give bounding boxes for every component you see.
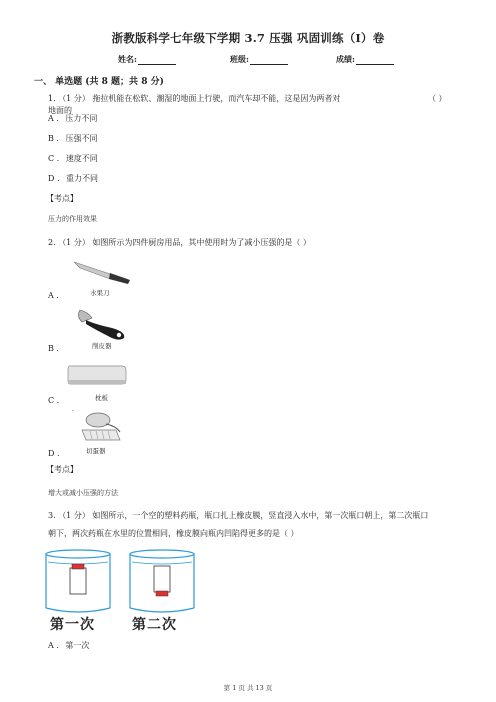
class-field — [230, 54, 288, 65]
page-footer: 第 1 页 共 13 页 — [223, 684, 273, 692]
q2-score: （1 分） — [58, 238, 90, 247]
name-field — [118, 54, 176, 65]
q1-option-a-text: 压力不同 — [65, 114, 98, 123]
q1-option-d-letter: D . — [48, 174, 60, 183]
q3-option-a[interactable] — [48, 640, 89, 651]
q3-score: （1 分） — [58, 511, 90, 520]
q1-option-b[interactable] — [48, 133, 98, 144]
q2-option-b[interactable] — [48, 344, 59, 353]
q2-kaodian-label: 【考点】 — [46, 465, 78, 474]
q3-number: 3. — [48, 511, 56, 520]
q1-kaodian-label: 【考点】 — [46, 194, 78, 203]
q2-option-d[interactable] — [48, 449, 60, 458]
q2-option-d-caption: 切蛋器 — [86, 447, 106, 455]
q3-option-a-letter: A . — [48, 641, 59, 650]
q1-option-a[interactable] — [48, 113, 97, 124]
score-label: 成绩: — [336, 54, 355, 64]
q1-option-d-text: 重力不同 — [66, 174, 99, 183]
q1-option-b-text: 压强不同 — [65, 134, 98, 143]
figure-label-second: 第二次 — [132, 617, 177, 633]
class-blank — [250, 56, 288, 65]
q1-text: 拖拉机能在松软、潮湿的地面上行驶，而汽车却不能，这是因为两者对地面的 — [48, 94, 341, 115]
q2-option-a[interactable] — [48, 291, 59, 300]
class-label: 班级: — [230, 54, 249, 64]
peeler-icon — [72, 306, 132, 342]
page-title: 浙教版科学七年级下学期 3.7 压强 巩固训练（I）卷 — [111, 31, 385, 45]
q1-option-c-letter: C . — [48, 154, 60, 163]
q2-option-b-caption: 削皮器 — [92, 342, 112, 350]
score-blank — [356, 56, 394, 65]
q2-option-a-letter: A . — [48, 291, 59, 300]
q1-option-c[interactable] — [48, 153, 98, 164]
q3-text-line2: 朝下，两次药瓶在水里的位置相同，橡皮膜向瓶内凹陷得更多的是（ ） — [48, 529, 299, 538]
section-heading: 一、 单选题 (共 8 题；共 8 分) — [34, 77, 164, 87]
q1-option-c-text: 速度不同 — [65, 154, 98, 163]
q2-option-c-letter: C . — [48, 396, 60, 405]
q3-stem-line1 — [48, 510, 468, 522]
dot-mark: . — [72, 406, 74, 413]
q2-text: 如图所示为四件厨房用品，其中使用时为了减小压强的是（ ） — [92, 238, 311, 247]
q2-option-c[interactable] — [48, 396, 59, 405]
name-label: 姓名: — [118, 54, 137, 64]
fruit-knife-icon — [70, 258, 132, 288]
q1-option-d[interactable] — [48, 173, 98, 184]
name-blank — [138, 56, 176, 65]
q3-option-a-text: 第一次 — [65, 641, 90, 650]
q1-score: （1 分） — [58, 94, 90, 103]
q2-kaodian-text: 增大或减小压强的方法 — [48, 489, 118, 497]
figure-label-first: 第一次 — [50, 617, 95, 633]
q1-kaodian-text: 压力的作用效果 — [48, 215, 97, 223]
q2-number: 2. — [48, 238, 56, 247]
q2-option-d-letter: D . — [48, 449, 60, 458]
q2-stem — [48, 237, 448, 249]
q1-option-b-letter: B . — [48, 134, 59, 143]
q2-option-c-caption: 枕板 — [95, 394, 108, 402]
q3-text-line1: 如图所示，一个空的塑料药瓶，瓶口扎上橡皮膜，竖直浸入水中，第一次瓶口朝上，第二次瓶口 — [92, 511, 429, 520]
q2-option-b-letter: B . — [48, 344, 59, 353]
score-field — [336, 54, 394, 65]
q1-number: 1. — [48, 94, 56, 103]
q2-option-a-caption: 水果刀 — [90, 289, 110, 297]
egg-slicer-icon — [76, 410, 126, 446]
q1-answer-paren: （ ） — [428, 94, 447, 103]
q1-option-a-letter: A . — [48, 114, 59, 123]
cutting-board-icon — [66, 360, 132, 390]
